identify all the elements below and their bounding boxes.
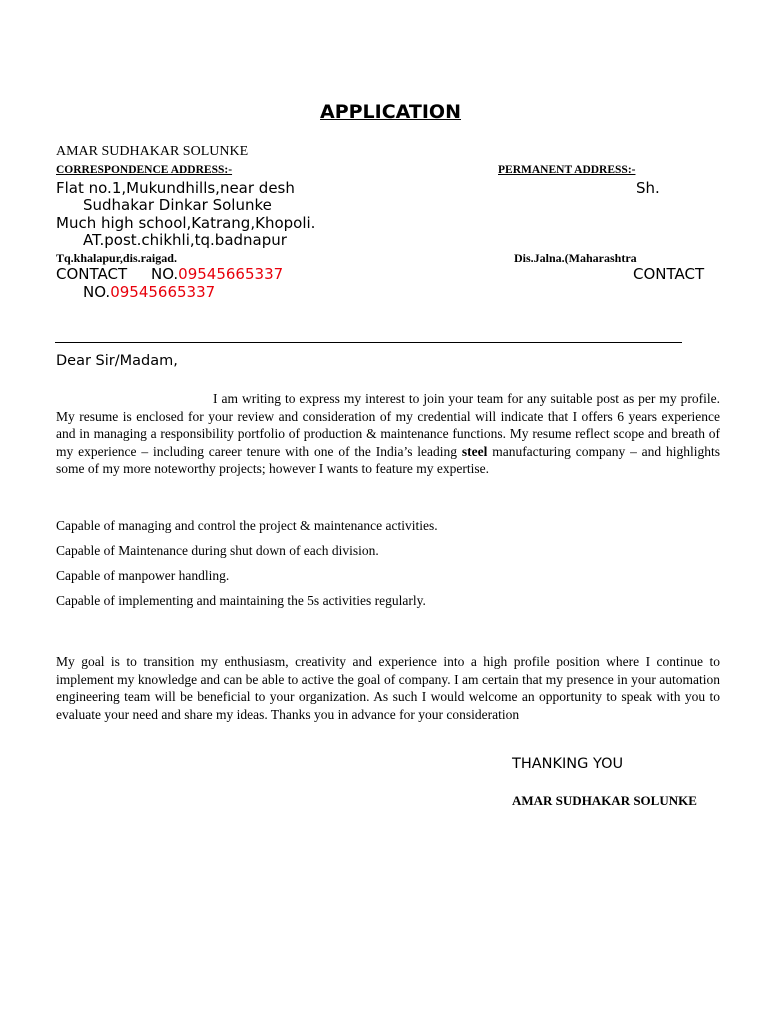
capability-item: Capable of managing and control the project & maintenance activities. xyxy=(56,518,438,533)
signature-name: AMAR SUDHAKAR SOLUNKE xyxy=(512,793,697,808)
permanent-address-line3: Dis.Jalna.(Maharashtra xyxy=(514,251,637,265)
permanent-address-prefix: Sh. xyxy=(636,179,660,197)
divider-line xyxy=(55,342,682,343)
correspondence-address-heading: CORRESPONDENCE ADDRESS:- xyxy=(56,164,233,176)
intro-paragraph xyxy=(56,390,720,478)
capability-item: Capable of Maintenance during shut down of each division. xyxy=(56,543,379,558)
correspondence-address-line1: Flat no.1,Mukundhills,near desh xyxy=(56,179,295,197)
salutation: Dear Sir/Madam, xyxy=(56,353,178,369)
sign-off: THANKING YOU xyxy=(512,756,624,772)
intro-text-part2: manufacturing company – and highlights some of my more noteworthy projects; however I wants to feature my expertise. xyxy=(56,443,720,476)
permanent-address-line1: Sudhakar Dinkar Solunke xyxy=(83,196,272,214)
permanent-address-heading: PERMANENT ADDRESS:- xyxy=(498,164,636,176)
letter-title: APPLICATION xyxy=(320,101,461,123)
permanent-contact-label: CONTACT xyxy=(633,265,705,283)
capability-item: Capable of manpower handling. xyxy=(56,568,230,583)
permanent-contact-number: 09545665337 xyxy=(110,283,216,301)
permanent-contact xyxy=(83,283,215,301)
permanent-contact-no-label: NO. xyxy=(83,283,111,301)
intro-text-bold: steel xyxy=(461,443,488,459)
correspondence-address-line2: Much high school,Katrang,Khopoli. xyxy=(56,214,316,232)
capability-item: Capable of implementing and maintaining the 5s activities regularly. xyxy=(56,593,426,608)
permanent-address-line2: AT.post.chikhli,tq.badnapur xyxy=(83,231,287,249)
correspondence-contact xyxy=(56,265,283,283)
correspondence-contact-label: CONTACT NO. xyxy=(56,265,179,283)
closing-paragraph: My goal is to transition my enthusiasm, creativity and experience into a high profile position where I continue to implement my knowledge and can be able to active the goal of company. I am certain that my presence in your automation engineering team will be beneficial to your organization. As such I would welcome an opportunity to speak with you to evaluate your need and share my ideas. Thanks you in advance for your consideration xyxy=(56,654,720,722)
correspondence-address-line3: Tq.khalapur,dis.raigad. xyxy=(56,251,177,265)
intro-text-part1: I am writing to express my interest to join your team for any suitable post as per my profile. My resume is enclosed for your review and consideration of my credential will indicate that I offers 6 years experience and in managing a responsibility portfolio of production & maintenance functions. My resume reflect scope and breath of my experience – including career tenure with one of the India’s leading xyxy=(56,391,720,459)
sender-name: AMAR SUDHAKAR SOLUNKE xyxy=(56,144,249,159)
correspondence-contact-number: 09545665337 xyxy=(178,265,284,283)
